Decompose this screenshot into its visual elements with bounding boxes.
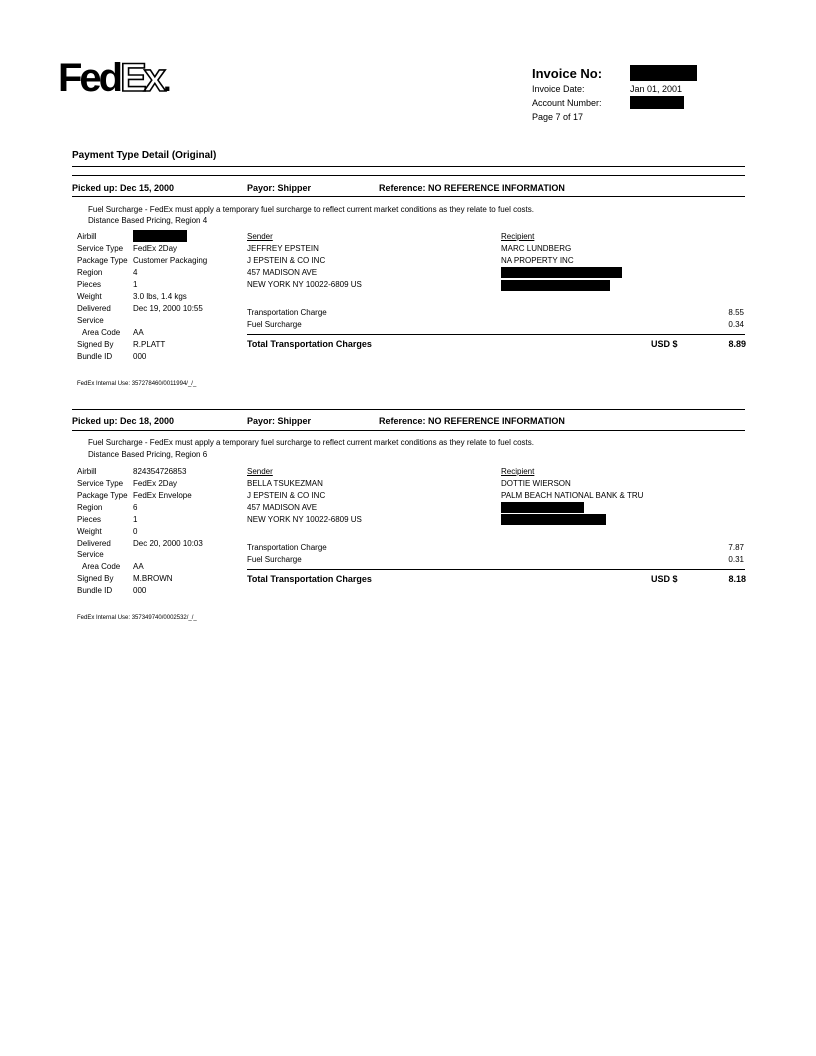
logo-dot: . — [163, 65, 169, 98]
divider — [72, 409, 745, 410]
redacted-recipient-address — [501, 267, 622, 278]
section-title: Payment Type Detail (Original) — [72, 150, 217, 161]
total-value: 8.18 — [728, 574, 746, 584]
picked-up-date: Picked up: Dec 18, 2000 — [72, 416, 175, 426]
invoice-date-label: Invoice Date: — [532, 84, 585, 94]
redacted-account-number — [630, 96, 684, 109]
reference: Reference: NO REFERENCE INFORMATION — [379, 183, 565, 193]
transportation-charge-value: 7.87 — [728, 543, 744, 552]
divider — [247, 334, 745, 335]
fedex-logo — [58, 58, 168, 102]
area-code-value: AA — [133, 562, 144, 571]
area-code-label: Area Code — [82, 328, 121, 337]
service-label: Service — [77, 550, 104, 559]
transportation-charge-label: Transportation Charge — [247, 543, 327, 552]
weight-label: Weight — [77, 527, 102, 536]
page-number: Page 7 of 17 — [532, 112, 584, 122]
region-value: 6 — [133, 503, 138, 512]
pieces-value: 1 — [133, 515, 138, 524]
area-code-value: AA — [133, 328, 144, 337]
divider — [72, 196, 745, 197]
reference: Reference: NO REFERENCE INFORMATION — [379, 416, 565, 426]
divider — [247, 569, 745, 570]
total-label: Total Transportation Charges — [247, 339, 372, 349]
sender-label: Sender — [247, 232, 273, 241]
sender-line: JEFFREY EPSTEIN — [247, 244, 319, 253]
picked-up-date: Picked up: Dec 15, 2000 — [72, 183, 175, 193]
invoice-date-value: Jan 01, 2001 — [630, 84, 683, 94]
logo-fed: Fed — [58, 56, 121, 100]
recipient-label: Recipient — [501, 467, 535, 476]
region-value: 4 — [133, 268, 138, 277]
redacted-airbill — [133, 230, 187, 242]
redacted-invoice-number — [630, 65, 697, 81]
fuel-surcharge-note: Fuel Surcharge - FedEx must apply a temporary fuel surcharge to reflect current market conditions as they relate to fuel costs. — [88, 205, 534, 214]
signed-by-label: Signed By — [77, 574, 114, 583]
pricing-note: Distance Based Pricing, Region 6 — [88, 450, 208, 459]
delivered-label: Delivered — [77, 304, 111, 313]
fuel-surcharge-value: 0.34 — [728, 320, 744, 329]
fuel-surcharge-label: Fuel Surcharge — [247, 555, 302, 564]
redacted-recipient-city — [501, 514, 606, 525]
pieces-label: Pieces — [77, 515, 102, 524]
total-label: Total Transportation Charges — [247, 574, 372, 584]
transportation-charge-value: 8.55 — [728, 308, 744, 317]
sender-line: 457 MADISON AVE — [247, 268, 318, 277]
delivered-value: Dec 20, 2000 10:03 — [133, 539, 203, 548]
sender-line: J EPSTEIN & CO INC — [247, 256, 326, 265]
region-label: Region — [77, 268, 103, 277]
payor: Payor: Shipper — [247, 416, 312, 426]
package-type-label: Package Type — [77, 491, 128, 500]
service-type-value: FedEx 2Day — [133, 479, 178, 488]
sender-line: J EPSTEIN & CO INC — [247, 491, 326, 500]
redacted-recipient-city — [501, 280, 610, 291]
signed-by-label: Signed By — [77, 340, 114, 349]
package-type-label: Package Type — [77, 256, 128, 265]
signed-by-value: R.PLATT — [133, 340, 166, 349]
pieces-value: 1 — [133, 280, 138, 289]
sender-line: 457 MADISON AVE — [247, 503, 318, 512]
transportation-charge-label: Transportation Charge — [247, 308, 327, 317]
area-code-label: Area Code — [82, 562, 121, 571]
sender-line: BELLA TSUKEZMAN — [247, 479, 323, 488]
total-value: 8.89 — [728, 339, 746, 349]
package-type-value: Customer Packaging — [133, 256, 208, 265]
currency: USD $ — [651, 574, 678, 584]
bundle-id-label: Bundle ID — [77, 352, 113, 361]
delivered-label: Delivered — [77, 539, 111, 548]
service-type-label: Service Type — [77, 244, 124, 253]
divider — [72, 166, 745, 167]
fuel-surcharge-note: Fuel Surcharge - FedEx must apply a temporary fuel surcharge to reflect current market conditions as they relate to fuel costs. — [88, 438, 534, 447]
weight-label: Weight — [77, 292, 102, 301]
signed-by-value: M.BROWN — [133, 574, 173, 583]
account-number-label: Account Number: — [532, 98, 602, 108]
fuel-surcharge-value: 0.31 — [728, 555, 744, 564]
divider — [72, 430, 745, 431]
sender-label: Sender — [247, 467, 273, 476]
recipient-label: Recipient — [501, 232, 535, 241]
recipient-line: DOTTIE WIERSON — [501, 479, 571, 488]
service-type-value: FedEx 2Day — [133, 244, 178, 253]
internal-use: FedEx Internal Use: 357349740/0002532/_/_ — [77, 615, 197, 621]
airbill-label: Airbill — [77, 467, 97, 476]
region-label: Region — [77, 503, 103, 512]
redacted-recipient-address — [501, 502, 584, 513]
service-type-label: Service Type — [77, 479, 124, 488]
sender-line: NEW YORK NY 10022-6809 US — [247, 515, 362, 524]
bundle-id-value: 000 — [133, 352, 147, 361]
divider — [72, 175, 745, 176]
weight-value: 0 — [133, 527, 138, 536]
weight-value: 3.0 lbs, 1.4 kgs — [133, 292, 187, 301]
payor: Payor: Shipper — [247, 183, 312, 193]
package-type-value: FedEx Envelope — [133, 491, 192, 500]
airbill-label: Airbill — [77, 232, 97, 241]
fuel-surcharge-label: Fuel Surcharge — [247, 320, 302, 329]
recipient-line: MARC LUNDBERG — [501, 244, 572, 253]
logo-ex: Ex — [120, 56, 164, 100]
sender-line: NEW YORK NY 10022-6809 US — [247, 280, 362, 289]
internal-use: FedEx Internal Use: 357278460/0011994/_/_ — [77, 381, 197, 387]
bundle-id-label: Bundle ID — [77, 586, 113, 595]
recipient-line: PALM BEACH NATIONAL BANK & TRU — [501, 491, 644, 500]
service-label: Service — [77, 316, 104, 325]
pieces-label: Pieces — [77, 280, 102, 289]
airbill-value: 824354726853 — [133, 467, 187, 476]
pricing-note: Distance Based Pricing, Region 4 — [88, 216, 208, 225]
delivered-value: Dec 19, 2000 10:55 — [133, 304, 203, 313]
currency: USD $ — [651, 339, 678, 349]
invoice-title: Invoice No: — [532, 66, 603, 81]
recipient-line: NA PROPERTY INC — [501, 256, 574, 265]
bundle-id-value: 000 — [133, 586, 147, 595]
